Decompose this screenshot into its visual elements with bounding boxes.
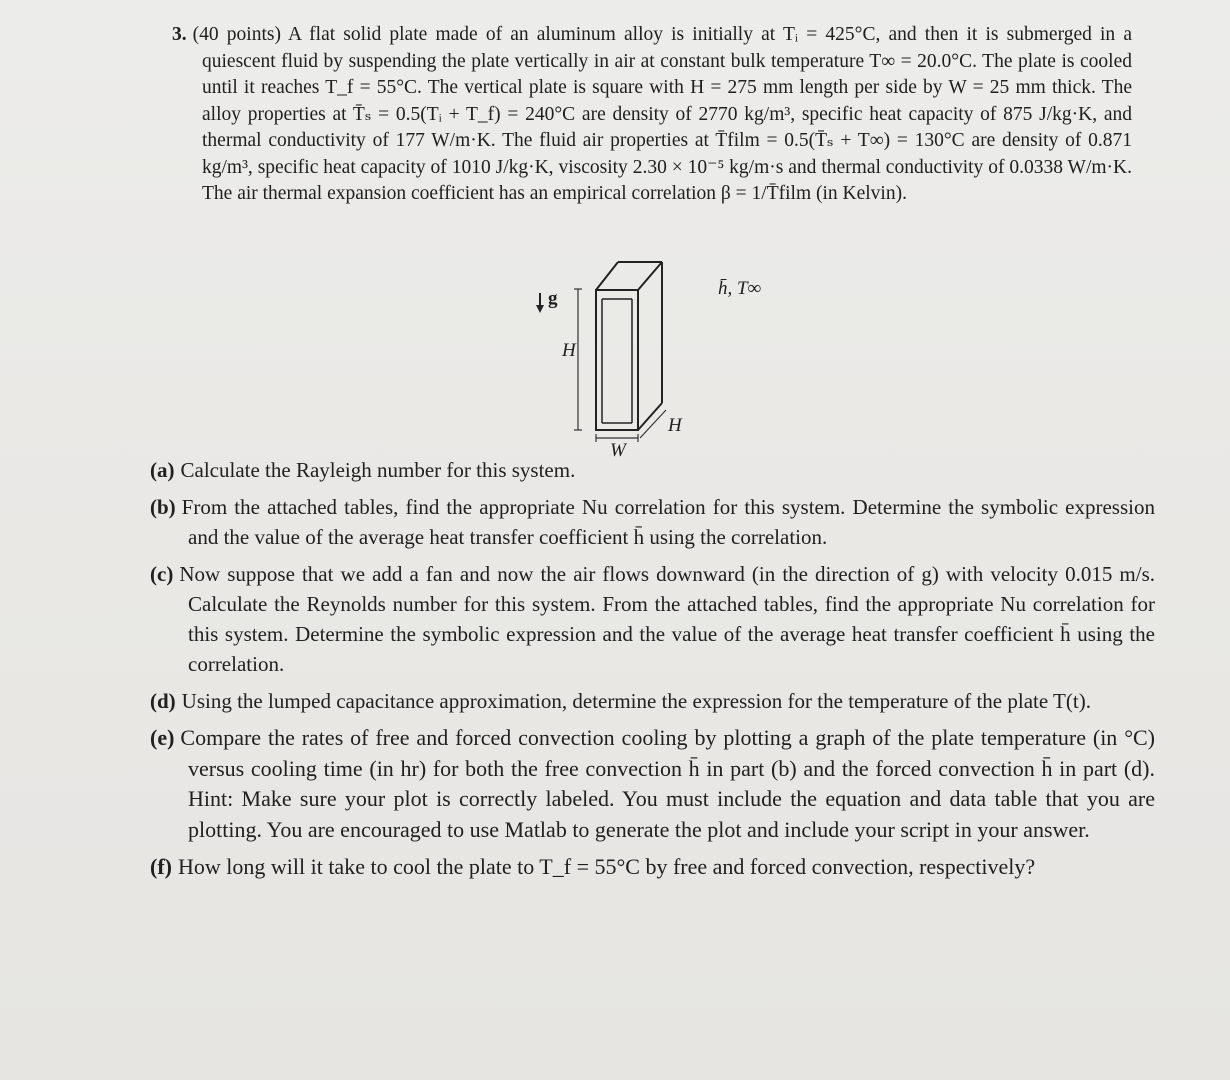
width-label: W xyxy=(610,440,626,461)
part-b xyxy=(150,492,1155,552)
heat-transfer-coeff-label: h̄, T∞ xyxy=(718,278,762,299)
part-f xyxy=(150,852,1155,883)
problem-statement xyxy=(172,22,1132,208)
part-d xyxy=(150,686,1155,716)
part-e-text: Compare the rates of free and forced convection cooling by plotting a graph of the plate temperature (in °C) versus cooling time (in hr) for both the free convection h̄ in part (b) and the forced convection h̄ in part (d). Hint: Make sure your plot is correctly labeled. You must include the equation and data table that you are plotting. You are encouraged to use Matlab to generate the plot and include your script in your answer. xyxy=(180,725,1155,842)
plate-figure xyxy=(520,255,720,455)
part-b-key: (b) xyxy=(150,495,176,519)
question-parts xyxy=(150,455,1155,890)
problem-number: 3. xyxy=(172,24,187,45)
part-f-text: How long will it take to cool the plate to T_f = 55°C by free and forced convection, respectively? xyxy=(177,854,1036,879)
gravity-label: g xyxy=(548,288,558,309)
part-e-key: (e) xyxy=(150,725,175,750)
part-e xyxy=(150,723,1155,845)
part-a-key: (a) xyxy=(150,458,175,482)
part-f-key: (f) xyxy=(150,854,172,879)
problem-text: (40 points) A flat solid plate made of an aluminum alloy is initially at Tᵢ = 425°C, and then it is submerged in a quiescent fluid by suspending the plate vertically in air at constant bulk temperature T∞ = 20.0°C. The plate is cooled until it reaches T_f = 55°C. The vertical plate is square with H = 275 mm length per side by W = 25 mm thick. The alloy properties at T̄ₛ = 0.5(Tᵢ + T_f) = 240°C are density of 2770 kg/m³, specific heat capacity of 875 J/kg·K, and thermal conductivity of 177 W/m·K. The fluid air properties at T̄film = 0.5(T̄ₛ + T∞) = 130°C are density of 0.871 kg/m³, specific heat capacity of 1010 J/kg·K, viscosity 2.30 × 10⁻⁵ kg/m·s and thermal conductivity of 0.0338 W/m·K. The air thermal expansion coefficient has an empirical correlation β = 1/T̄film (in Kelvin). xyxy=(192,24,1132,204)
gravity-arrowhead xyxy=(536,305,544,313)
part-c-key: (c) xyxy=(150,562,174,586)
part-c xyxy=(150,559,1155,679)
part-b-text: From the attached tables, find the appropriate Nu correlation for this system. Determine the symbolic expression and the value of the average heat transfer coefficient h̄ using the correlation. xyxy=(181,495,1155,549)
part-a-text: Calculate the Rayleigh number for this system. xyxy=(180,458,576,482)
part-a xyxy=(150,455,1155,485)
part-d-text: Using the lumped capacitance approximation, determine the expression for the temperature of the plate T(t). xyxy=(181,689,1091,713)
part-c-text: Now suppose that we add a fan and now the air flows downward (in the direction of g) with velocity 0.015 m/s. Calculate the Reynolds number for this system. From the attached tables, find the appropriate Nu correlation for this system. Determine the symbolic expression and the value of the average heat transfer coefficient h̄ using the correlation. xyxy=(179,562,1155,676)
part-d-key: (d) xyxy=(150,689,176,713)
height-label-left: H xyxy=(562,340,576,361)
height-label-depth: H xyxy=(668,415,682,436)
